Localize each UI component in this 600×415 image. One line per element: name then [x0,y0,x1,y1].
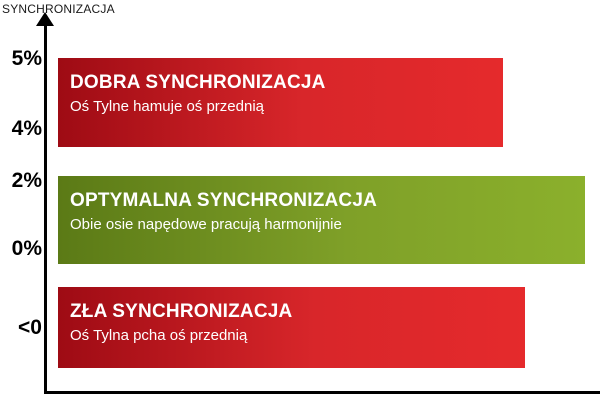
axis-title: SYNCHRONIZACJA [2,2,115,16]
y-tick-label: 5% [11,47,42,70]
bar-subtitle: Oś Tylne hamuje oś przednią [70,97,264,115]
bar-subtitle: Oś Tylna pcha oś przednią [70,326,248,344]
y-axis-line [44,22,47,394]
y-tick-label: <0 [18,316,42,339]
y-tick-label: 2% [11,169,42,192]
bar-title: DOBRA SYNCHRONIZACJA [70,72,326,93]
y-tick-label: 0% [11,237,42,260]
bar-good-synchronization [58,58,503,147]
bar-title: ZŁA SYNCHRONIZACJA [70,301,293,322]
bar-optimal-synchronization [58,176,585,264]
bar-subtitle: Obie osie napędowe pracują harmonijnie [70,215,342,233]
x-axis-line [44,391,600,394]
bar-bad-synchronization [58,287,525,368]
y-tick-label: 4% [11,117,42,140]
bar-title: OPTYMALNA SYNCHRONIZACJA [70,190,378,211]
